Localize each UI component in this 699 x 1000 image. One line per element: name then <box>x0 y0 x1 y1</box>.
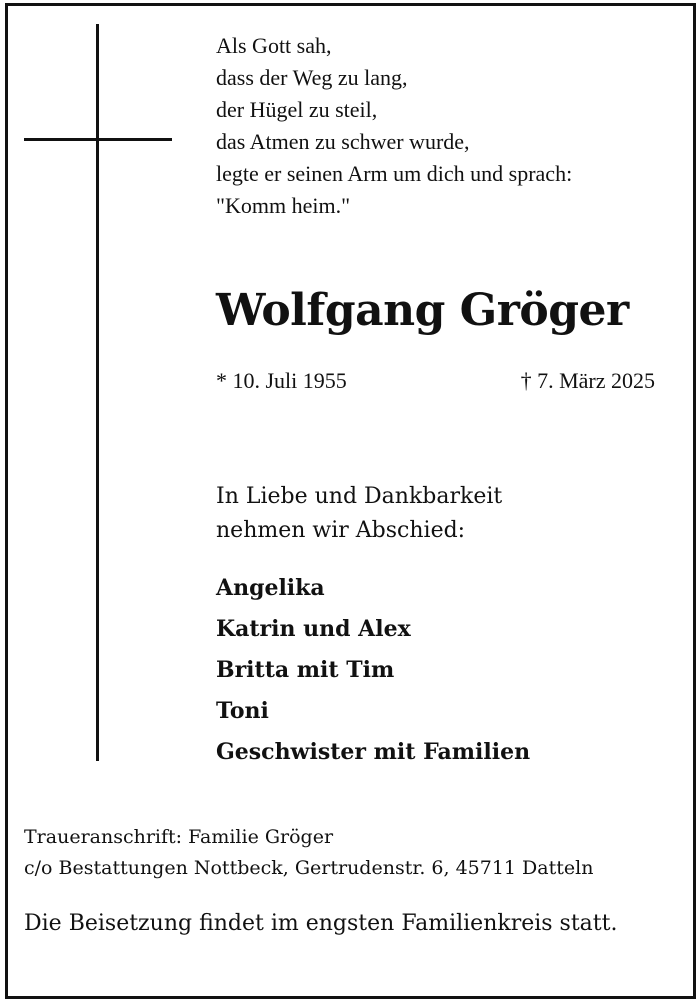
poem-line: das Atmen zu schwer wurde, <box>216 129 470 154</box>
address-line: Traueranschrift: Familie Gröger <box>24 826 334 848</box>
mourner-name: Toni <box>216 698 269 724</box>
poem-line: Als Gott sah, <box>216 33 332 58</box>
poem-line: legte er seinen Arm um dich und sprach: <box>216 161 573 186</box>
poem-line: dass der Weg zu lang, <box>216 65 408 90</box>
deceased-name: Wolfgang Gröger <box>216 285 629 336</box>
cross-icon-vertical <box>96 24 99 761</box>
birth-date: * 10. Juli 1955 <box>216 368 347 393</box>
poem-line: "Komm heim." <box>216 193 351 218</box>
mourner-name: Katrin und Alex <box>216 616 411 642</box>
burial-notice: Die Beisetzung findet im engsten Familienkreis statt. <box>24 911 618 936</box>
mourners-list <box>216 568 530 773</box>
poem-line: der Hügel zu steil, <box>216 97 378 122</box>
cross-icon-horizontal <box>24 138 172 141</box>
farewell-line: In Liebe und Dankbarkeit <box>216 484 503 509</box>
farewell-line: nehmen wir Abschied: <box>216 518 466 543</box>
mourning-address <box>24 822 593 884</box>
address-line: c/o Bestattungen Nottbeck, Gertrudenstr. 6, 45711 Datteln <box>24 857 594 879</box>
mourner-name: Britta mit Tim <box>216 657 395 683</box>
mourner-name: Geschwister mit Familien <box>216 739 531 765</box>
mourner-name: Angelika <box>216 575 325 601</box>
farewell-text <box>216 480 502 548</box>
poem <box>216 30 572 222</box>
death-date: † 7. März 2025 <box>520 368 655 393</box>
